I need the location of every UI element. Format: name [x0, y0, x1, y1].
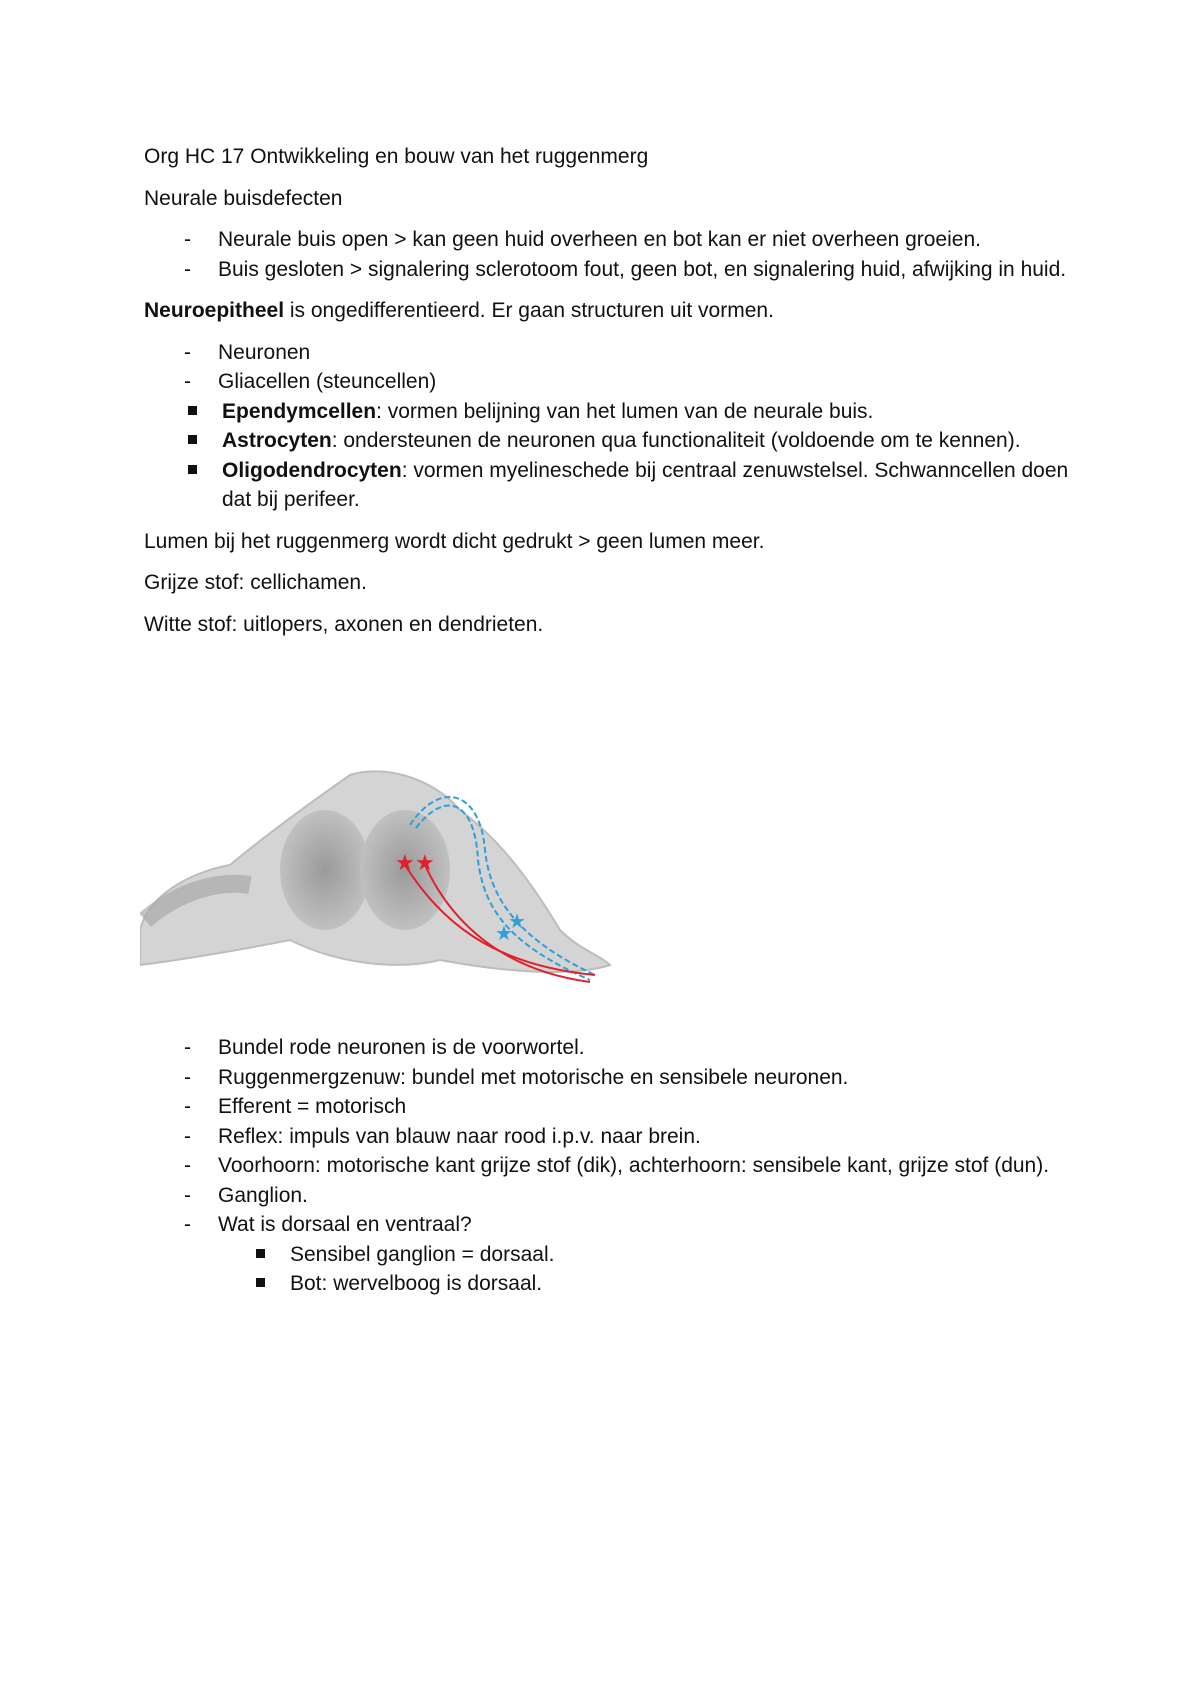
list-item — [222, 456, 1084, 515]
spinal-cord-figure — [140, 770, 620, 1000]
list-item: - Neurale buis open > kan geen huid overheen en bot kan er niet overheen groeien. — [144, 225, 1084, 255]
paragraph: Lumen bij het ruggenmerg wordt dicht gedrukt > geen lumen meer. — [144, 529, 765, 553]
square-bullet-icon — [256, 1278, 265, 1287]
term: Neuroepitheel — [144, 299, 285, 322]
list-item — [290, 1240, 1084, 1270]
red-star-icon: ★ — [395, 851, 415, 876]
neuroepitheel-line — [144, 296, 1084, 326]
list-item: - Neuronen — [144, 338, 1084, 368]
term-text: is ongedifferentieerd. Er gaan structuren uit vormen. — [284, 299, 774, 322]
list-item: - Ruggenmergzenuw: bundel met motorische en sensibele neuronen. — [144, 1063, 1084, 1093]
page-title: Org HC 17 Ontwikkeling en bouw van het ruggenmerg — [144, 145, 649, 168]
list-item — [222, 426, 1084, 456]
item-text: Bot: wervelboog is dorsaal. — [290, 1272, 543, 1295]
term-text: : vormen myelineschede bij centraal zenuwstelsel. Schwanncellen doen dat bij perifeer. — [222, 458, 1069, 511]
list-item — [222, 397, 1084, 427]
list-item: - Wat is dorsaal en ventraal? — [144, 1210, 1084, 1240]
list-item: - Gliacellen (steuncellen) — [144, 367, 1084, 397]
list-item: - Reflex: impuls van blauw naar rood i.p.v. naar brein. — [144, 1122, 1084, 1152]
list-item: - Buis gesloten > signalering sclerotoom fout, geen bot, en signalering huid, afwijking in huid. — [144, 255, 1084, 285]
term: Ependymcellen — [222, 399, 377, 423]
list-item: - Bundel rode neuronen is de voorwortel. — [144, 1033, 1084, 1063]
list-item: - Voorhoorn: motorische kant grijze stof (dik), achterhoorn: sensibele kant, grijze stof (dun). — [144, 1151, 1084, 1181]
dorsal-list — [144, 1240, 1084, 1299]
text-body — [144, 142, 1084, 651]
figure-notes — [144, 1033, 1084, 1240]
square-bullet-icon — [188, 406, 197, 415]
square-bullet-icon — [188, 465, 197, 474]
section-heading: Neurale buisdefecten — [144, 186, 343, 210]
paragraph: Witte stof: uitlopers, axonen en dendrieten. — [144, 612, 544, 636]
grey-matter-left — [280, 810, 370, 930]
blue-star-icon: ★ — [495, 921, 513, 945]
list-item: - Efferent = motorisch — [144, 1092, 1084, 1122]
square-bullet-icon — [256, 1249, 265, 1258]
glia-list — [144, 397, 1084, 515]
term: Astrocyten — [222, 429, 332, 452]
term-text: : ondersteunen de neuronen qua functionaliteit (voldoende om te kennen). — [331, 429, 1021, 452]
defect-list — [144, 225, 1084, 284]
term-text: : vormen belijning van het lumen van de neurale buis. — [376, 399, 874, 423]
term: Oligodendrocyten — [222, 458, 402, 482]
paragraph: Grijze stof: cellichamen. — [144, 571, 367, 594]
list-item — [290, 1269, 1084, 1299]
second-list — [144, 1033, 1084, 1299]
list-item: - Ganglion. — [144, 1181, 1084, 1211]
item-text: Sensibel ganglion = dorsaal. — [290, 1242, 555, 1266]
square-bullet-icon — [188, 435, 197, 444]
neuro-list — [144, 338, 1084, 397]
red-star-icon: ★ — [415, 851, 435, 876]
blue-star-icon: ★ — [508, 909, 526, 933]
